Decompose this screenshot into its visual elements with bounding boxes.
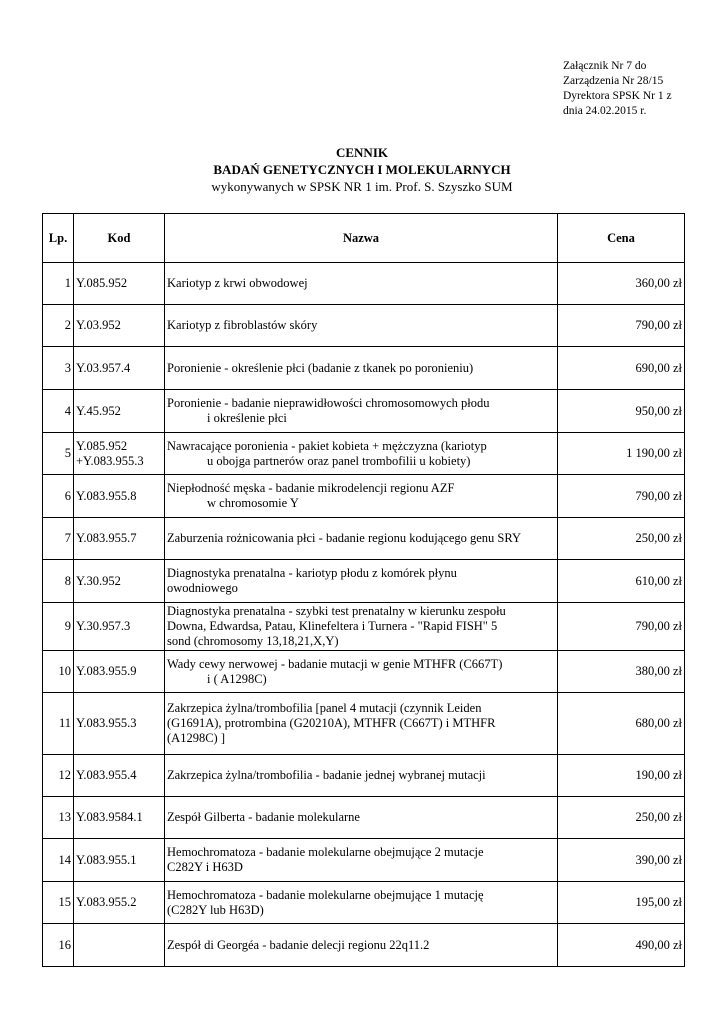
table-row: [43, 603, 685, 651]
table-row: [43, 651, 685, 693]
nazwa-line: Kariotyp z krwi obwodowej: [167, 276, 308, 290]
header-cena: Cena: [558, 214, 685, 263]
cell-lp: 9: [43, 603, 74, 651]
table-row: [43, 755, 685, 797]
kod-line: Y.085.952: [76, 276, 128, 290]
price-table: [42, 213, 685, 967]
cell-lp: 6: [43, 475, 74, 518]
nazwa-line: (A1298C) ]: [167, 731, 225, 745]
table-row: [43, 433, 685, 475]
cell-nazwa: [165, 305, 558, 347]
cell-nazwa: [165, 603, 558, 651]
cell-lp: 11: [43, 693, 74, 755]
cell-cena: 190,00 zł: [558, 755, 685, 797]
cell-nazwa: [165, 839, 558, 882]
annex-line: Dyrektora SPSK Nr 1 z: [563, 90, 672, 102]
kod-line: Y.083.955.4: [76, 768, 137, 782]
nazwa-line: Wady cewy nerwowej - badanie mutacji w genie MTHFR (C667T): [167, 656, 503, 671]
table-row: [43, 797, 685, 839]
kod-line: Y.45.952: [76, 403, 121, 418]
nazwa-line: (G1691A), protrombina (G20210A), MTHFR (C667T) i MTHFR: [167, 716, 496, 730]
document-title: CENNIK: [335, 145, 388, 160]
cell-cena: 790,00 zł: [558, 475, 685, 518]
kod-line: Y.083.955.1: [76, 852, 137, 867]
nazwa-line: w chromosomie Y: [207, 496, 299, 510]
cell-nazwa: [165, 390, 558, 433]
table-row: [43, 347, 685, 390]
nazwa-line: Zespół di Georgéa - badanie delecji regionu 22q11.2: [167, 937, 430, 952]
cell-cena: 360,00 zł: [558, 263, 685, 305]
nazwa-line: i określenie płci: [207, 411, 287, 425]
cell-nazwa: [165, 347, 558, 390]
table-row: [43, 924, 685, 967]
kod-line: Y.083.955.7: [76, 531, 137, 545]
cell-lp: 4: [43, 390, 74, 433]
cell-lp: 1: [43, 263, 74, 305]
nazwa-line: Zespół Gilberta - badanie molekularne: [167, 810, 360, 824]
cell-cena: 950,00 zł: [558, 390, 685, 433]
cell-lp: 7: [43, 518, 74, 560]
cell-cena: 250,00 zł: [558, 518, 685, 560]
cell-lp: 10: [43, 651, 74, 693]
nazwa-line: Niepłodność męska - badanie mikrodelencji regionu AZF: [167, 481, 455, 495]
header-kod: Kod: [74, 214, 165, 263]
annex-line: dnia 24.02.2015 r.: [563, 105, 647, 117]
table-row: [43, 882, 685, 924]
cell-nazwa: [165, 797, 558, 839]
nazwa-line: C282Y i H63D: [167, 860, 243, 874]
nazwa-line: Zakrzepica żylna/trombofilia - badanie jednej wybranej mutacji: [167, 768, 486, 782]
kod-line: Y.03.952: [76, 318, 121, 332]
annex-line: Załącznik Nr 7 do: [563, 60, 647, 72]
cell-lp: 2: [43, 305, 74, 347]
kod-line: Y.083.955.9: [76, 664, 137, 678]
nazwa-line: sond (chromosomy 13,18,21,X,Y): [167, 634, 339, 648]
nazwa-line: Zakrzepica żylna/trombofilia [panel 4 mutacji (czynnik Leiden: [167, 701, 482, 715]
nazwa-line: i ( A1298C): [207, 671, 267, 686]
cell-lp: 3: [43, 347, 74, 390]
cell-kod: [74, 305, 165, 347]
cell-nazwa: [165, 755, 558, 797]
cell-lp: 15: [43, 882, 74, 924]
cell-cena: 690,00 zł: [558, 347, 685, 390]
document-subtitle: BADAŃ GENETYCZNYCH I MOLEKULARNYCH: [213, 162, 511, 177]
table-row: [43, 839, 685, 882]
cell-lp: 16: [43, 924, 74, 967]
cell-kod: [74, 693, 165, 755]
kod-line: Y.30.957.3: [76, 619, 131, 633]
annex-line: Zarządzenia Nr 28/15: [563, 75, 664, 87]
cell-nazwa: [165, 433, 558, 475]
cell-lp: 8: [43, 560, 74, 603]
kod-line: Y.30.952: [76, 573, 121, 588]
cell-cena: 1 190,00 zł: [558, 433, 685, 475]
kod-line: +Y.083.955.3: [76, 453, 144, 468]
document-subsubtitle: wykonywanych w SPSK NR 1 im. Prof. S. Szyszko SUM: [211, 179, 513, 194]
cell-kod: [74, 475, 165, 518]
nazwa-line: (C282Y lub H63D): [167, 902, 264, 917]
nazwa-line: Poronienie - określenie płci (badanie z tkanek po poronieniu): [167, 360, 474, 375]
table-row: [43, 263, 685, 305]
table-body: [43, 263, 685, 967]
cell-nazwa: [165, 560, 558, 603]
cell-kod: [74, 651, 165, 693]
nazwa-line: Nawracające poronienia - pakiet kobieta + mężczyzna (kariotyp: [167, 438, 487, 453]
table-header-row: [43, 214, 685, 263]
cell-nazwa: [165, 882, 558, 924]
kod-line: Y.083.955.3: [76, 716, 137, 730]
cell-cena: 790,00 zł: [558, 603, 685, 651]
cell-kod: [74, 924, 165, 967]
cell-lp: 13: [43, 797, 74, 839]
cell-cena: 680,00 zł: [558, 693, 685, 755]
cell-lp: 14: [43, 839, 74, 882]
cell-kod: [74, 839, 165, 882]
cell-kod: [74, 603, 165, 651]
nazwa-line: owodniowego: [167, 581, 238, 595]
cell-nazwa: [165, 651, 558, 693]
table-row: [43, 390, 685, 433]
cell-nazwa: [165, 475, 558, 518]
cell-cena: 490,00 zł: [558, 924, 685, 967]
document-heading: [0, 144, 724, 195]
kod-line: Y.083.955.8: [76, 488, 137, 503]
kod-line: Y.083.9584.1: [76, 810, 143, 824]
cell-cena: 390,00 zł: [558, 839, 685, 882]
kod-line: Y.03.957.4: [76, 360, 131, 375]
cell-cena: 380,00 zł: [558, 651, 685, 693]
header-lp: Lp.: [43, 214, 74, 263]
kod-line: Y.085.952: [76, 438, 128, 453]
table-row: [43, 693, 685, 755]
cell-nazwa: [165, 263, 558, 305]
cell-cena: 195,00 zł: [558, 882, 685, 924]
table-row: [43, 475, 685, 518]
nazwa-line: Downa, Edwardsa, Patau, Klinefeltera i Turnera - "Rapid FISH" 5: [167, 619, 498, 633]
table-row: [43, 518, 685, 560]
cell-kod: [74, 347, 165, 390]
nazwa-line: Poronienie - badanie nieprawidłowości chromosomowych płodu: [167, 396, 490, 410]
nazwa-line: Zaburzenia rożnicowania płci - badanie regionu kodującego genu SRY: [167, 531, 522, 545]
nazwa-line: Hemochromatoza - badanie molekularne obejmujące 1 mutację: [167, 887, 484, 902]
cell-cena: 610,00 zł: [558, 560, 685, 603]
cell-kod: [74, 390, 165, 433]
table-row: [43, 560, 685, 603]
header-nazwa: Nazwa: [165, 214, 558, 263]
nazwa-line: Hemochromatoza - badanie molekularne obejmujące 2 mutacje: [167, 845, 484, 859]
nazwa-line: Diagnostyka prenatalna - kariotyp płodu z komórek płynu: [167, 566, 457, 580]
cell-cena: 250,00 zł: [558, 797, 685, 839]
cell-kod: [74, 755, 165, 797]
cell-nazwa: [165, 693, 558, 755]
cell-kod: [74, 518, 165, 560]
nazwa-line: Kariotyp z fibroblastów skóry: [167, 318, 318, 332]
cell-cena: 790,00 zł: [558, 305, 685, 347]
cell-kod: [74, 263, 165, 305]
nazwa-line: u obojga partnerów oraz panel trombofilii u kobiety): [207, 453, 471, 468]
kod-line: Y.083.955.2: [76, 895, 137, 909]
cell-kod: [74, 797, 165, 839]
cell-lp: 5: [43, 433, 74, 475]
nazwa-line: Diagnostyka prenatalna - szybki test prenatalny w kierunku zespołu: [167, 604, 506, 618]
annex-note: [563, 59, 672, 119]
cell-kod: [74, 882, 165, 924]
table-row: [43, 305, 685, 347]
cell-nazwa: [165, 924, 558, 967]
cell-nazwa: [165, 518, 558, 560]
cell-lp: 12: [43, 755, 74, 797]
cell-kod: [74, 560, 165, 603]
cell-kod: [74, 433, 165, 475]
